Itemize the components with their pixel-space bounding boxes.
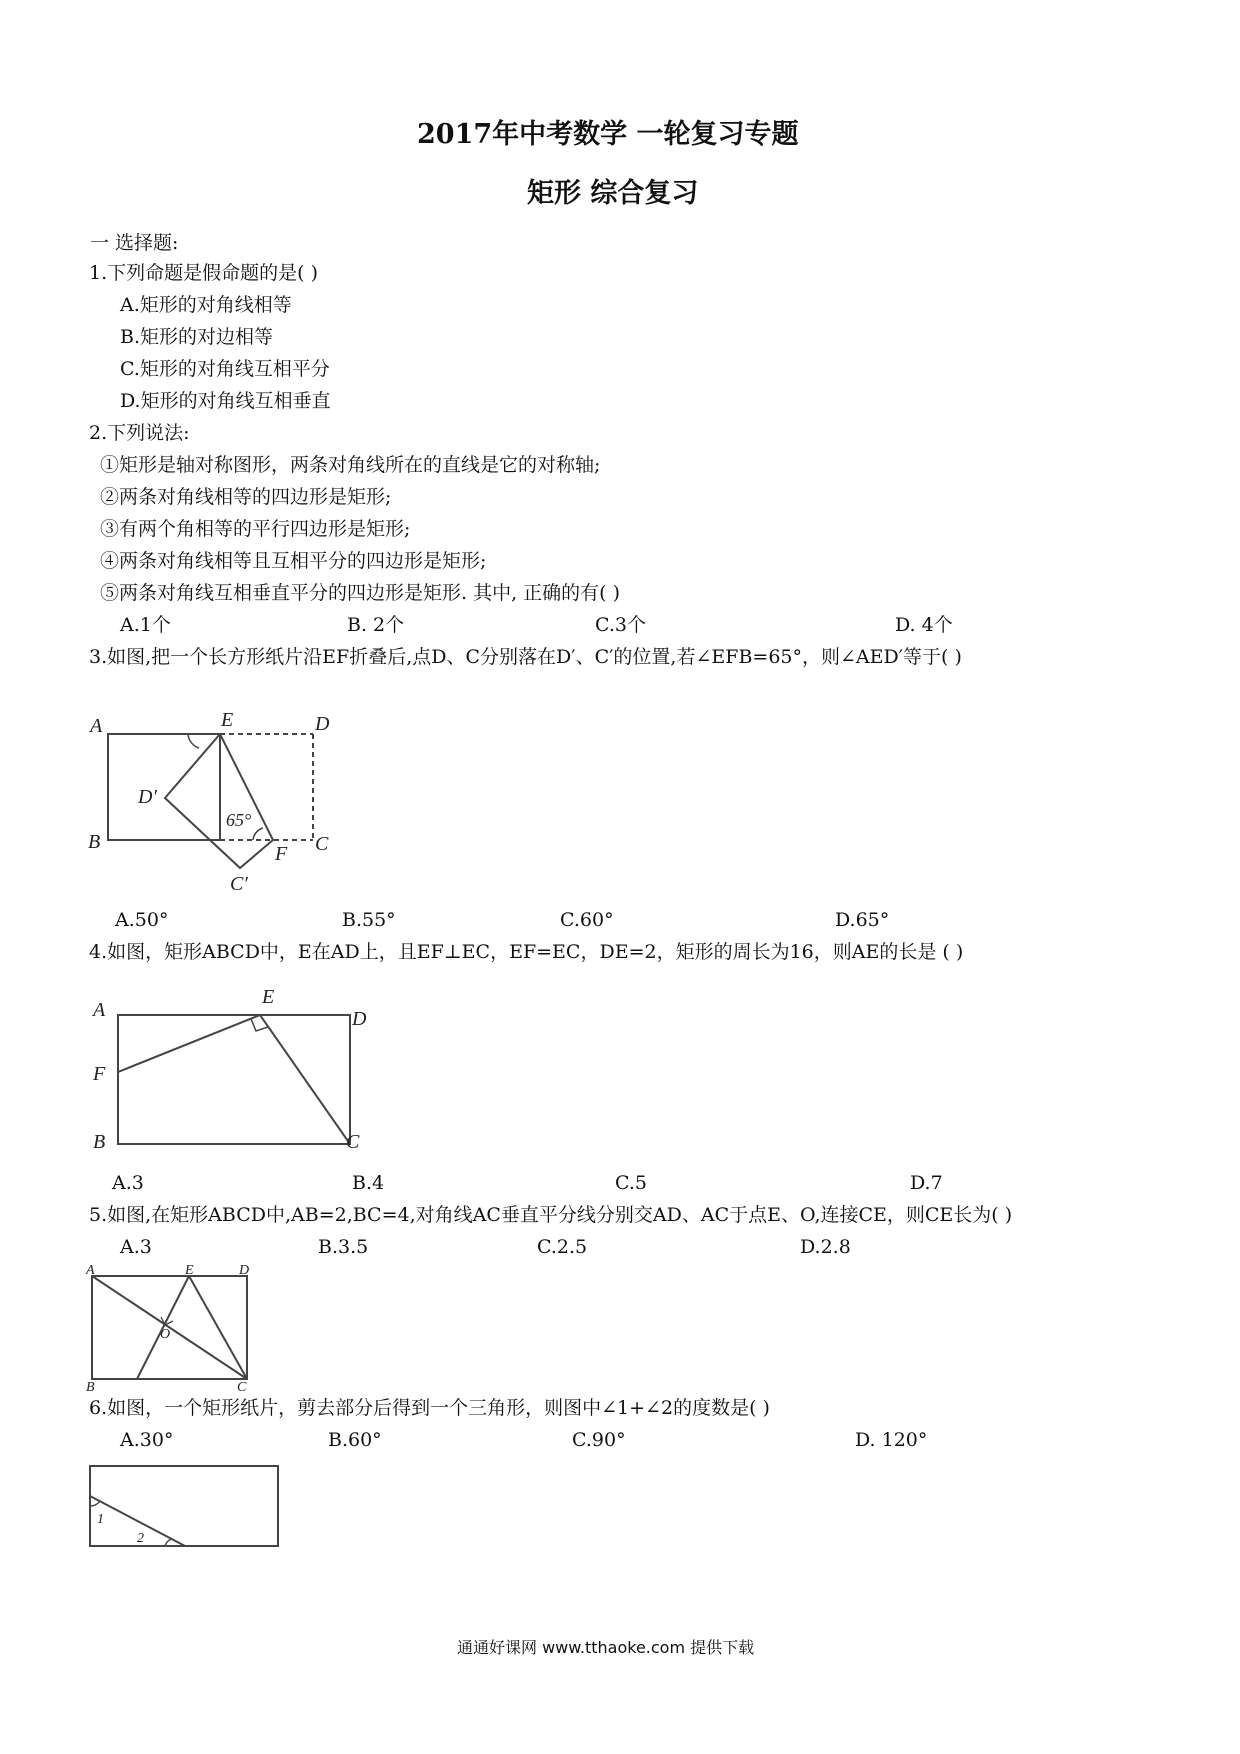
section-heading: 一 选择题: (90, 232, 179, 254)
q2-statement-1: ①矩形是轴对称图形，两条对角线所在的直线是它的对称轴; (100, 454, 601, 476)
q5-stem: 5.如图,在矩形ABCD中,AB=2,BC=4,对角线AC垂直平分线分别交AD、AC于点E、O,连接CE，则CE长为( ) (89, 1204, 1013, 1226)
q4-option-a: A.3 (112, 1172, 144, 1194)
q5-option-b: B.3.5 (318, 1236, 369, 1258)
q2-option-a: A.1个 (120, 614, 171, 636)
q5-figure (85, 1263, 265, 1393)
q6-option-a: A.30° (120, 1429, 174, 1451)
q1-option-c: C.矩形的对角线互相平分 (120, 358, 330, 380)
q5-label-c: C (237, 1380, 247, 1395)
q4-option-b: B.4 (352, 1172, 385, 1194)
q2-statement-5: ⑤两条对角线互相垂直平分的四边形是矩形. 其中, 正确的有( ) (100, 582, 621, 604)
q4-option-d: D.7 (910, 1172, 943, 1194)
q1-option-a: A.矩形的对角线相等 (120, 294, 292, 316)
q4-label-d: D (352, 1008, 367, 1030)
q2-statement-4: ④两条对角线相等且互相平分的四边形是矩形; (100, 550, 487, 572)
q1-option-b: B.矩形的对边相等 (120, 326, 274, 348)
q3-label-a: A (90, 715, 103, 737)
q5-label-a: A (86, 1263, 95, 1278)
q6-angle-1-label: 1 (97, 1512, 104, 1527)
q3-label-d-prime: D′ (138, 786, 157, 808)
q6-angle-2-label: 2 (137, 1531, 144, 1546)
q2-option-d: D. 4个 (895, 614, 953, 636)
q5-label-o: O (160, 1327, 171, 1342)
q4-label-c: C (346, 1131, 360, 1153)
q3-label-e: E (221, 709, 234, 731)
q6-figure (85, 1460, 285, 1550)
q6-option-d: D. 120° (855, 1429, 928, 1451)
q6-stem: 6.如图，一个矩形纸片，剪去部分后得到一个三角形，则图中∠1+∠2的度数是( ) (89, 1397, 770, 1419)
page-footer: 通通好课网 www.tthaoke.com 提供下载 (457, 1638, 755, 1657)
q4-stem: 4.如图，矩形ABCD中，E在AD上，且EF⊥EC，EF=EC，DE=2，矩形的周长为16，则AE的长是 ( ) (89, 941, 964, 963)
q6-option-b: B.60° (328, 1429, 382, 1451)
q4-label-b: B (93, 1131, 106, 1153)
q4-figure (85, 983, 375, 1153)
q4-label-f: F (93, 1063, 106, 1085)
q1-stem: 1.下列命题是假命题的是( ) (89, 262, 318, 284)
q3-label-b: B (88, 831, 101, 853)
q2-statement-3: ③有两个角相等的平行四边形是矩形; (100, 518, 411, 540)
q4-label-e: E (262, 986, 275, 1008)
q4-option-c: C.5 (615, 1172, 647, 1194)
page-subtitle: 矩形 综合复习 (527, 178, 699, 209)
q4-rect (118, 1015, 350, 1144)
q3-label-c: C (315, 833, 329, 855)
q3-option-c: C.60° (560, 909, 614, 931)
q2-statement-2: ②两条对角线相等的四边形是矩形; (100, 486, 392, 508)
q2-option-c: C.3个 (595, 614, 646, 636)
q5-option-d: D.2.8 (800, 1236, 851, 1258)
q3-label-d: D (315, 713, 330, 735)
q5-label-d: D (239, 1263, 250, 1278)
q4-label-a: A (93, 999, 106, 1021)
q2-stem: 2.下列说法: (89, 422, 190, 444)
q6-option-c: C.90° (572, 1429, 626, 1451)
q5-label-b: B (86, 1380, 95, 1395)
q5-option-c: C.2.5 (537, 1236, 588, 1258)
q5-label-e: E (185, 1263, 194, 1278)
q2-option-b: B. 2个 (347, 614, 405, 636)
page-title: 2017年中考数学 一轮复习专题 (417, 119, 799, 150)
q5-option-a: A.3 (120, 1236, 152, 1258)
q3-option-d: D.65° (835, 909, 890, 931)
q3-option-b: B.55° (342, 909, 396, 931)
q3-stem: 3.如图,把一个长方形纸片沿EF折叠后,点D、C分别落在D′、C′的位置,若∠EFB=65°，则∠AED′等于( ) (89, 646, 962, 668)
q3-label-f: F (275, 843, 288, 865)
q3-figure (85, 708, 345, 898)
q3-label-c-prime: C′ (230, 873, 248, 895)
q6-rect (90, 1466, 278, 1546)
q1-option-d: D.矩形的对角线互相垂直 (120, 390, 331, 412)
q3-label-angle: 65° (226, 810, 252, 830)
q3-rect (108, 734, 220, 840)
q3-option-a: A.50° (115, 909, 169, 931)
